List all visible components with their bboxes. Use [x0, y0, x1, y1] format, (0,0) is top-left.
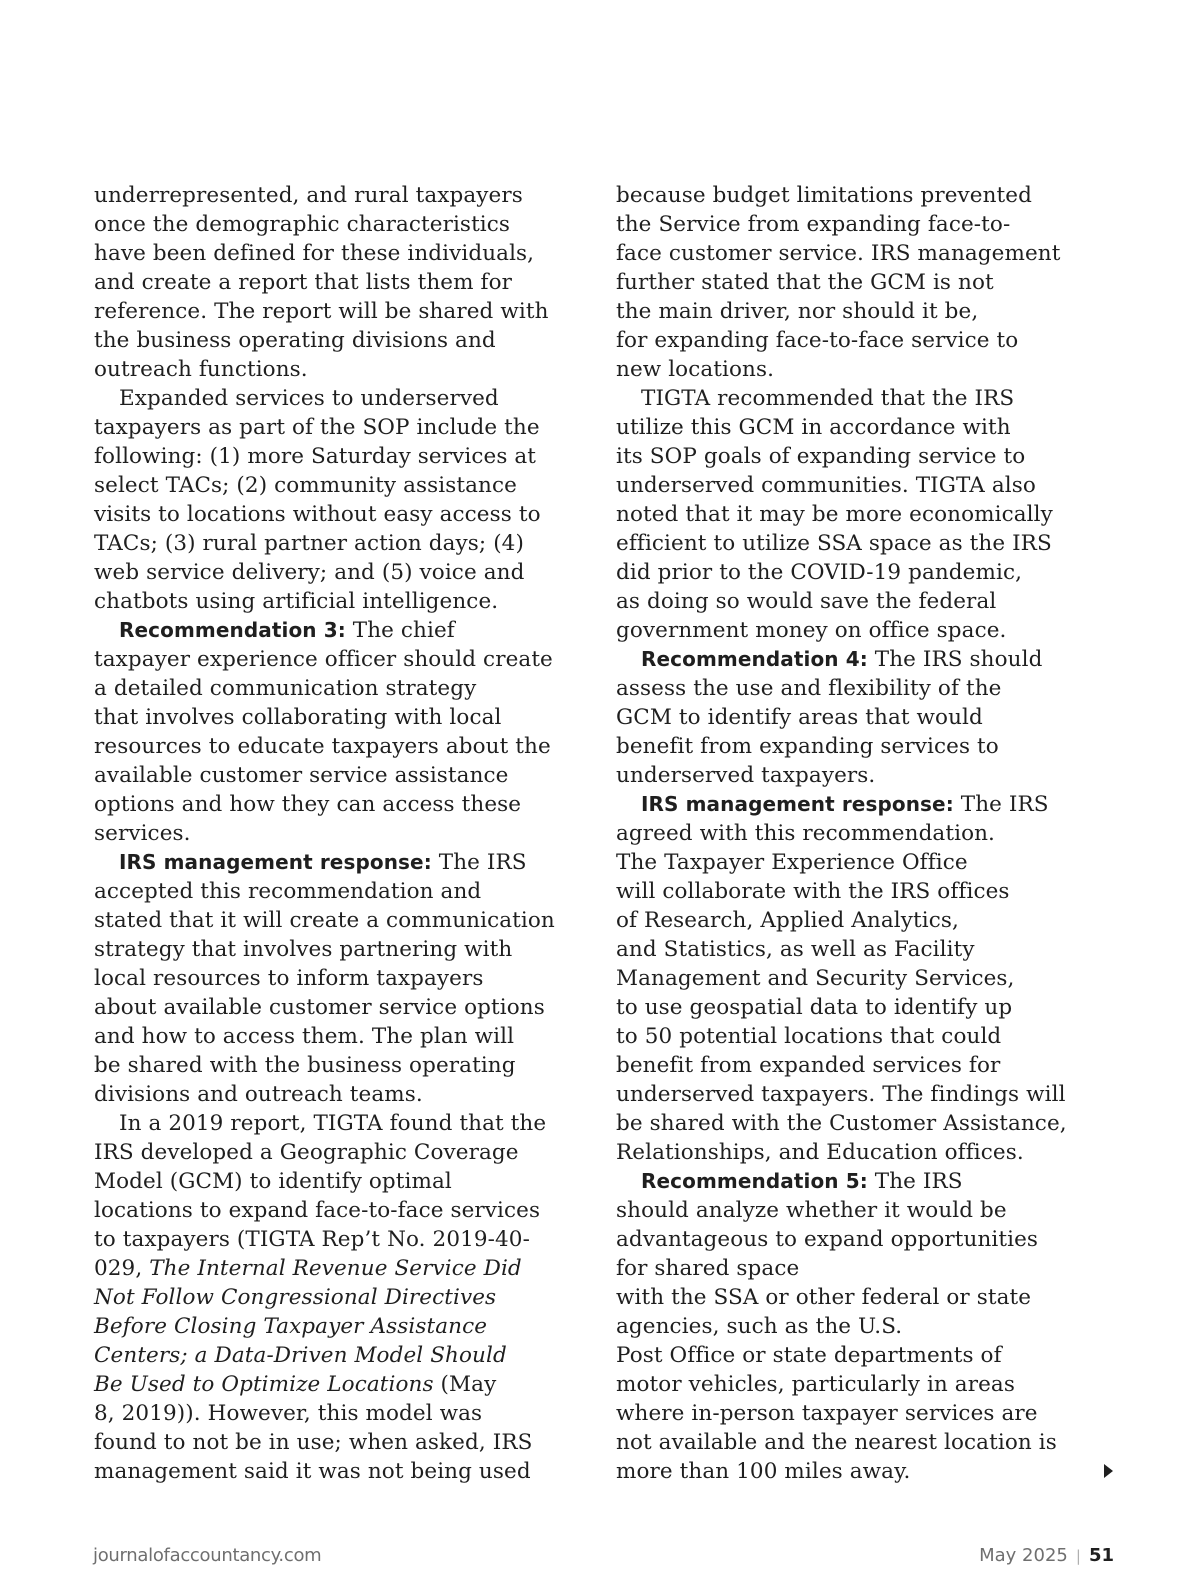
text-line: and Statistics, as well as Facility: [616, 937, 975, 962]
text-line: benefit from expanded services for: [616, 1053, 1001, 1078]
text-line: IRS developed a Geographic Coverage: [94, 1140, 519, 1165]
text-line: [94, 1254, 564, 1283]
response-label: IRS management response:: [641, 792, 954, 816]
text-line: options and how they can access these: [94, 792, 522, 817]
paragraph: [94, 384, 564, 616]
text-line: available customer service assistance: [94, 763, 509, 788]
text-line: where in-person taxpayer services are: [616, 1401, 1038, 1426]
text-line: reference. The report will be shared with: [94, 299, 549, 324]
text-line: face customer service. IRS management: [616, 241, 1061, 266]
text-line: taxpayers as part of the SOP include the: [94, 415, 540, 440]
footer-site: journalofaccountancy.com: [93, 1545, 322, 1566]
paragraph: [616, 181, 1076, 384]
text-line: underserved taxpayers.: [616, 763, 876, 788]
recommendation-label: Recommendation 5:: [641, 1169, 868, 1193]
text-line: its SOP goals of expanding service to: [616, 444, 1026, 469]
text-line: underserved communities. TIGTA also: [616, 473, 1036, 498]
text-line: with the SSA or other federal or state: [616, 1285, 1032, 1310]
paragraph: [94, 1109, 564, 1486]
right-column: [616, 181, 1076, 1486]
text-line: divisions and outreach teams.: [94, 1082, 423, 1107]
triangle-right-icon: [1104, 1464, 1113, 1478]
text-line: the main driver, nor should it be,: [616, 299, 979, 324]
report-title: The Internal Revenue Service Did: [149, 1256, 522, 1281]
text-line: noted that it may be more economically: [616, 502, 1053, 527]
text-line: Expanded services to underserved: [119, 386, 499, 411]
text-line: advantageous to expand opportunities: [616, 1227, 1039, 1252]
text-line: taxpayer experience officer should create: [94, 647, 553, 672]
footer-page-info: [979, 1545, 1114, 1566]
text-line: services.: [94, 821, 191, 846]
text-line: select TACs; (2) community assistance: [94, 473, 517, 498]
management-response-3: [94, 848, 564, 1109]
footer-date: May 2025: [979, 1545, 1068, 1566]
text-line: that involves collaborating with local: [94, 705, 502, 730]
text-line: be shared with the Customer Assistance,: [616, 1111, 1067, 1136]
text-line: stated that it will create a communication: [94, 908, 555, 933]
text-line: resources to educate taxpayers about the: [94, 734, 551, 759]
text-line: 8, 2019)). However, this model was: [94, 1401, 483, 1426]
text-line: as doing so would save the federal: [616, 589, 997, 614]
text-line: locations to expand face-to-face services: [94, 1198, 541, 1223]
text-line: a detailed communication strategy: [94, 676, 477, 701]
response-label: IRS management response:: [119, 850, 432, 874]
text-line: visits to locations without easy access to: [94, 502, 541, 527]
text-line: underrepresented, and rural taxpayers: [94, 183, 523, 208]
text-line: Post Office or state departments of: [616, 1343, 1002, 1368]
text-line: to use geospatial data to identify up: [616, 995, 1013, 1020]
text-line: underserved taxpayers. The findings will: [616, 1082, 1066, 1107]
text-line: TIGTA recommended that the IRS: [641, 386, 1015, 411]
text-line: of Research, Applied Analytics,: [616, 908, 959, 933]
text-line: for expanding face-to-face service to: [616, 328, 1019, 353]
footer-separator: |: [1075, 1547, 1081, 1565]
text-line: agreed with this recommendation.: [616, 821, 995, 846]
text-line: [616, 1167, 1076, 1196]
text-line: more than 100 miles away.: [616, 1459, 911, 1484]
text-line: In a 2019 report, TIGTA found that the: [119, 1111, 547, 1136]
text-line: and create a report that lists them for: [94, 270, 513, 295]
text-line: the business operating divisions and: [94, 328, 496, 353]
text-line: further stated that the GCM is not: [616, 270, 994, 295]
recommendation-4: [616, 645, 1076, 790]
text-line: not available and the nearest location is: [616, 1430, 1057, 1455]
text-line: about available customer service options: [94, 995, 545, 1020]
text-line: for shared space: [616, 1256, 800, 1281]
text-line: following: (1) more Saturday services at: [94, 444, 537, 469]
text-line: once the demographic characteristics: [94, 212, 511, 237]
text-line: should analyze whether it would be: [616, 1198, 1007, 1223]
report-title: Be Used to Optimize Locations: [94, 1372, 434, 1397]
report-title: Centers; a Data-Driven Model Should: [94, 1343, 507, 1368]
text-line: utilize this GCM in accordance with: [616, 415, 1011, 440]
recommendation-3: [94, 616, 564, 848]
text-fragment: 029,: [94, 1256, 150, 1281]
text-line: Relationships, and Education offices.: [616, 1140, 1024, 1165]
text-line: strategy that involves partnering with: [94, 937, 513, 962]
text-line: assess the use and flexibility of the: [616, 676, 1002, 701]
management-response-4: [616, 790, 1076, 1167]
text-line: TACs; (3) rural partner action days; (4): [94, 531, 524, 556]
text-line: web service delivery; and (5) voice and: [94, 560, 525, 585]
recommendation-5: [616, 1167, 1076, 1486]
text-line: The Taxpayer Experience Office: [616, 850, 968, 875]
report-title: Not Follow Congressional Directives: [94, 1285, 497, 1310]
text-line: efficient to utilize SSA space as the IRS: [616, 531, 1052, 556]
report-title: Before Closing Taxpayer Assistance: [94, 1314, 488, 1339]
text-fragment: (May: [433, 1372, 497, 1397]
text-line: local resources to inform taxpayers: [94, 966, 484, 991]
text-line: the Service from expanding face-to-: [616, 212, 1011, 237]
text-line: be shared with the business operating: [94, 1053, 516, 1078]
text-line: to 50 potential locations that could: [616, 1024, 1002, 1049]
recommendation-label: Recommendation 3:: [119, 618, 346, 642]
paragraph: [94, 181, 564, 384]
left-column: [94, 181, 564, 1486]
text-line: new locations.: [616, 357, 775, 382]
text-line: and how to access them. The plan will: [94, 1024, 515, 1049]
text-line: Model (GCM) to identify optimal: [94, 1169, 452, 1194]
text-line: have been defined for these individuals,: [94, 241, 535, 266]
text-line: GCM to identify areas that would: [616, 705, 983, 730]
text-line: accepted this recommendation and: [94, 879, 482, 904]
text-line: [616, 790, 1076, 819]
text-line: because budget limitations prevented: [616, 183, 1032, 208]
text-fragment: The IRS should: [867, 647, 1043, 672]
page-number: 51: [1088, 1545, 1114, 1566]
text-line: outreach functions.: [94, 357, 308, 382]
text-line: did prior to the COVID-19 pandemic,: [616, 560, 1023, 585]
text-line: government money on office space.: [616, 618, 1007, 643]
text-line: benefit from expanding services to: [616, 734, 999, 759]
text-line: [94, 1370, 564, 1399]
paragraph: [616, 384, 1076, 645]
text-line: [94, 616, 564, 645]
text-line: to taxpayers (TIGTA Rep’t No. 2019-40-: [94, 1227, 530, 1252]
text-line: [94, 848, 564, 877]
text-line: agencies, such as the U.S.: [616, 1314, 903, 1339]
text-line: will collaborate with the IRS offices: [616, 879, 1010, 904]
text-line: found to not be in use; when asked, IRS: [94, 1430, 533, 1455]
text-line: motor vehicles, particularly in areas: [616, 1372, 1015, 1397]
recommendation-label: Recommendation 4:: [641, 647, 868, 671]
text-line: management said it was not being used: [94, 1459, 531, 1484]
text-line: Management and Security Services,: [616, 966, 1015, 991]
text-line: chatbots using artificial intelligence.: [94, 589, 499, 614]
text-fragment: The chief: [345, 618, 455, 643]
text-fragment: The IRS: [953, 792, 1049, 817]
text-line: [616, 645, 1076, 674]
text-fragment: The IRS: [431, 850, 527, 875]
text-fragment: The IRS: [867, 1169, 963, 1194]
